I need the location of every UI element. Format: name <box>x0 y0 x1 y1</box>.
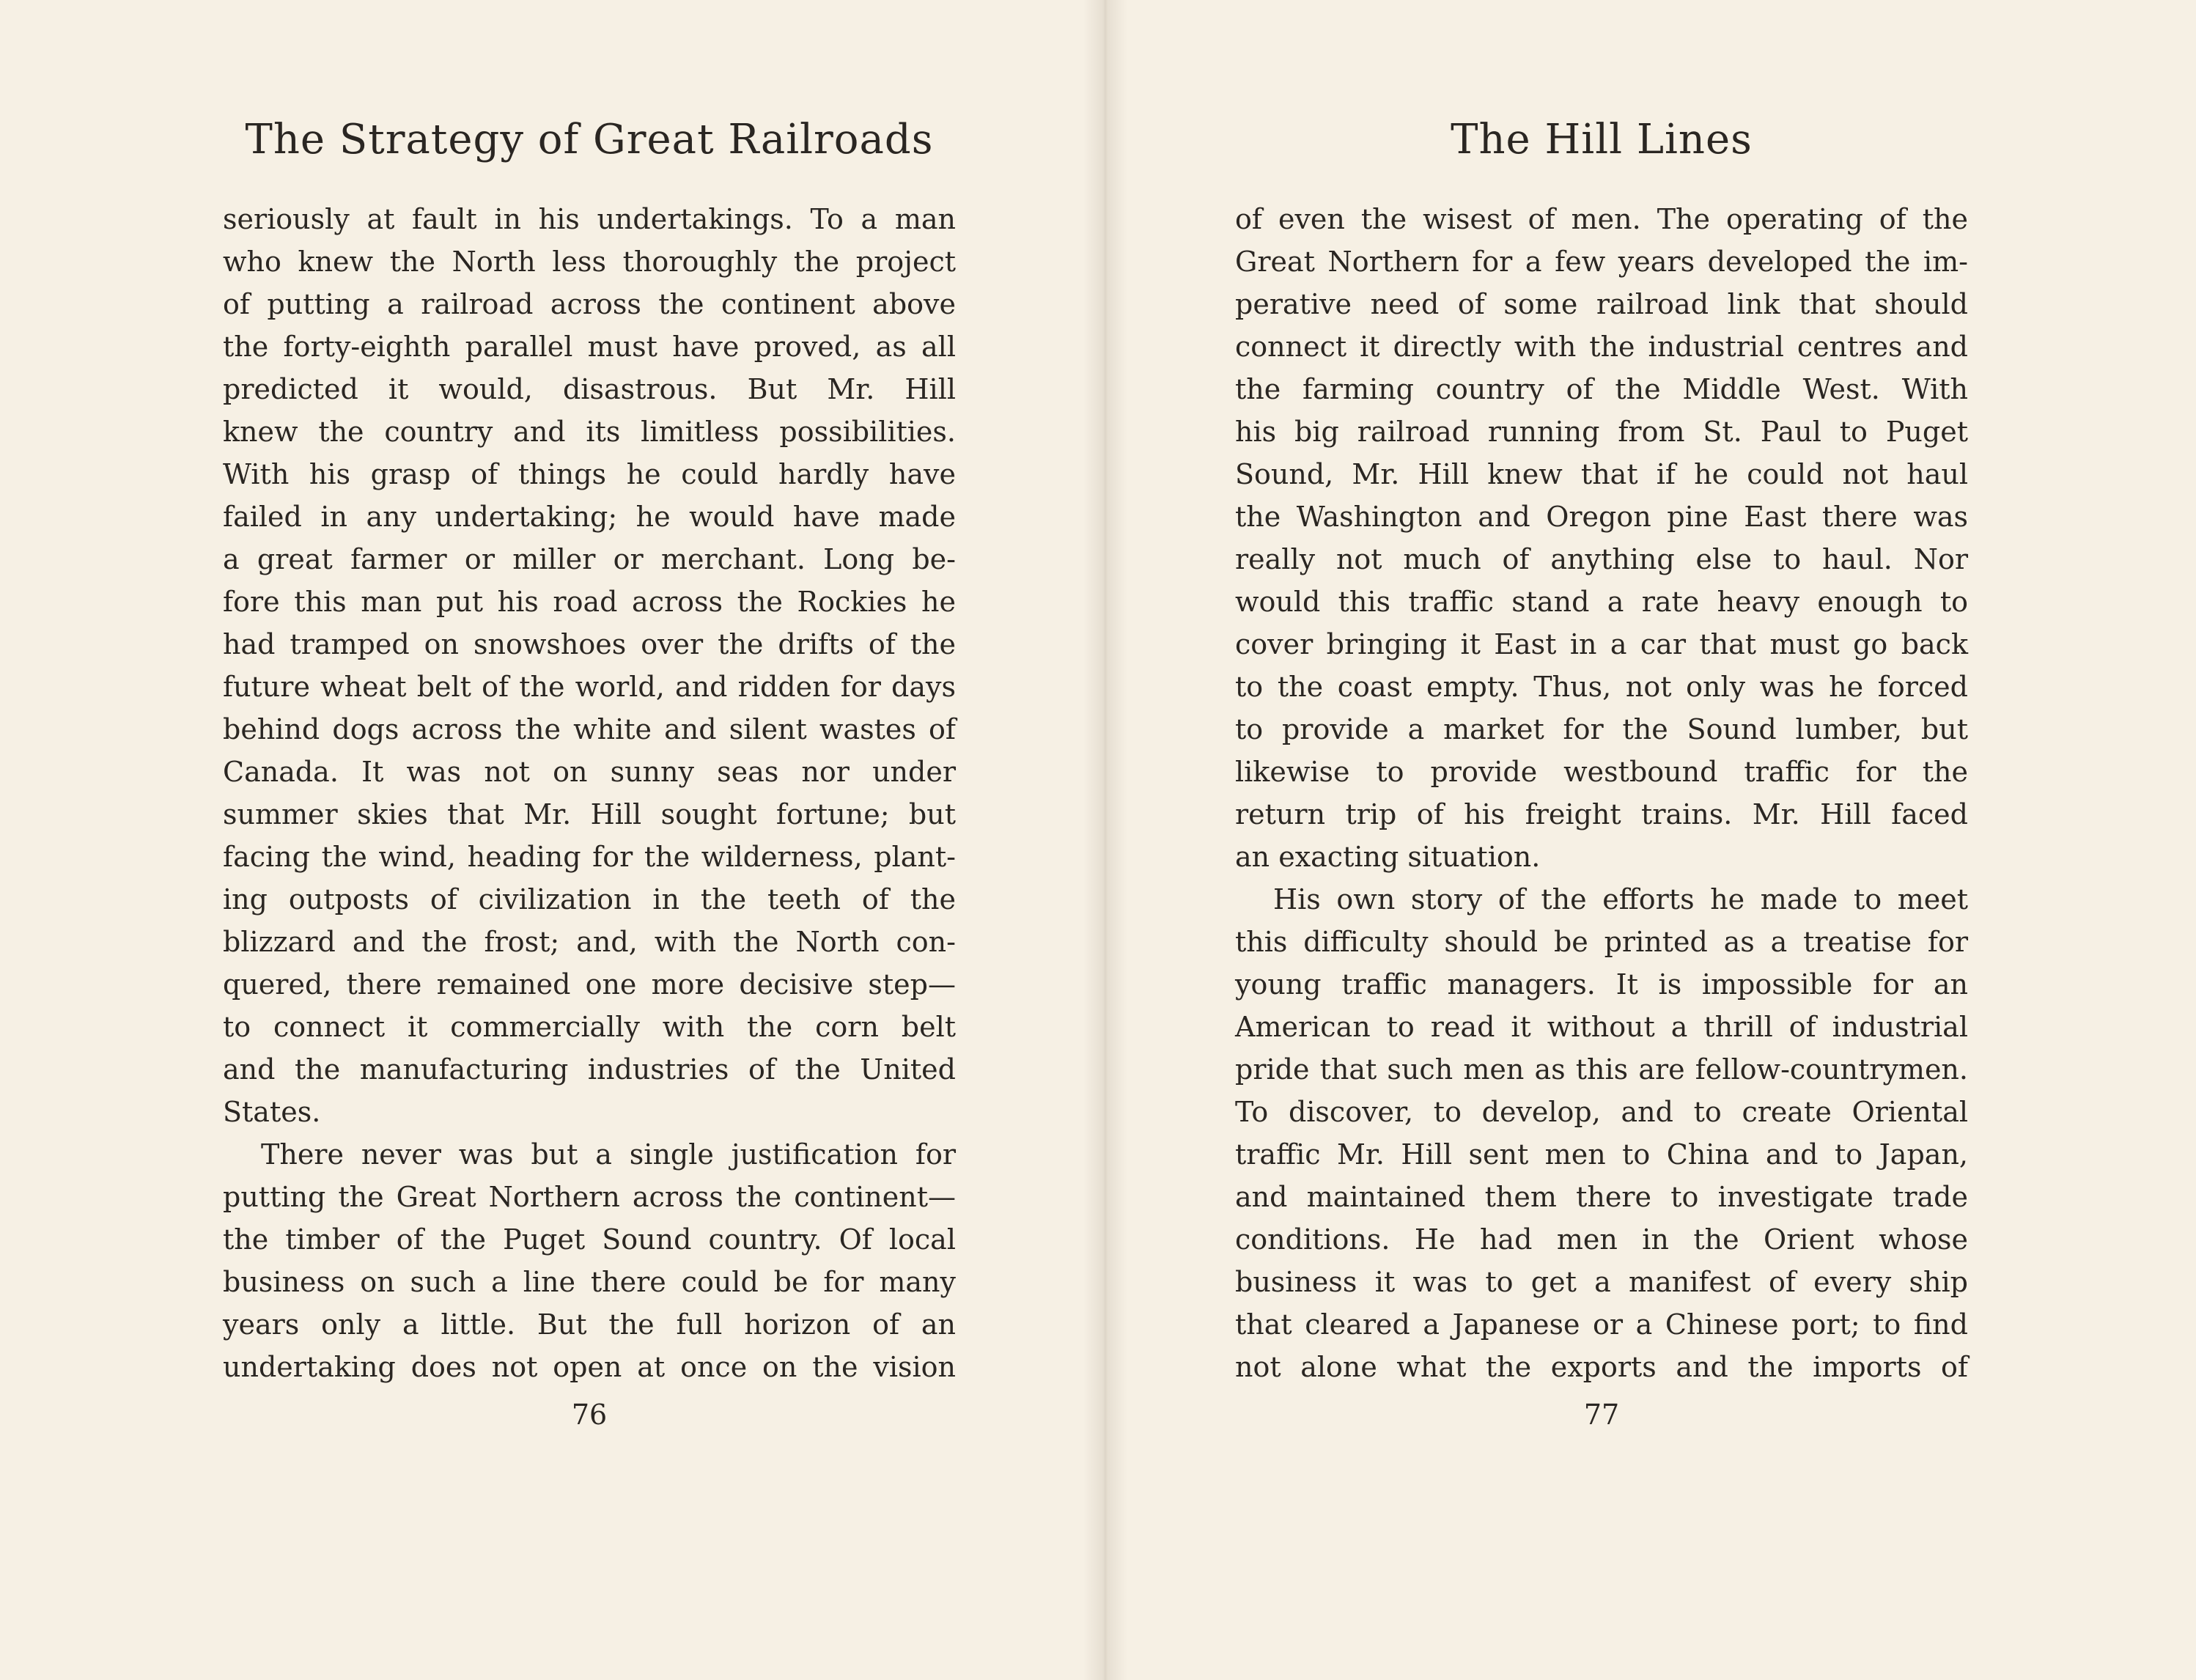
text-line: facing the wind, heading for the wilderness, plant- <box>223 841 956 873</box>
text-line: of putting a railroad across the continent above <box>223 288 956 320</box>
text-line: States. <box>223 1096 321 1128</box>
text-line: of even the wisest of men. The operating of the <box>1235 203 1968 235</box>
text-line: knew the country and its limitless possibilities. <box>223 416 956 448</box>
text-line: fore this man put his road across the Rockies he <box>223 586 956 618</box>
text-line: Canada. It was not on sunny seas nor under <box>223 756 956 788</box>
right-page <box>1235 0 1968 1680</box>
text-line: to connect it commercially with the corn belt <box>223 1011 956 1043</box>
right-page-number: 77 <box>1583 1399 1620 1431</box>
text-line: really not much of anything else to haul. Nor <box>1235 543 1968 575</box>
right-running-head: The Hill Lines <box>1451 116 1753 163</box>
text-line: traffic Mr. Hill sent men to China and to Japan, <box>1235 1138 1968 1171</box>
text-line: future wheat belt of the world, and ridden for days <box>223 671 956 703</box>
text-line: return trip of his freight trains. Mr. Hill faced <box>1235 798 1968 830</box>
text-line: seriously at fault in his undertakings. To a man <box>223 203 956 235</box>
text-line: ing outposts of civilization in the teeth of the <box>223 883 956 915</box>
text-line: and the manufacturing industries of the United <box>223 1053 956 1086</box>
text-line: His own story of the efforts he made to meet <box>1273 883 1968 915</box>
text-line: who knew the North less thoroughly the project <box>223 246 956 278</box>
text-line: There never was but a single justification for <box>261 1138 956 1171</box>
text-line: undertaking does not open at once on the vision <box>223 1351 956 1383</box>
text-line: not alone what the exports and the imports of <box>1235 1351 1968 1383</box>
text-line: With his grasp of things he could hardly have <box>223 458 956 490</box>
text-line: had tramped on snowshoes over the drifts of the <box>223 628 956 660</box>
text-line: American to read it without a thrill of industrial <box>1235 1011 1968 1043</box>
text-line: Great Northern for a few years developed the im- <box>1235 246 1968 278</box>
left-running-head: The Strategy of Great Railroads <box>245 116 934 163</box>
text-line: behind dogs across the white and silent wastes of <box>223 713 956 745</box>
left-page <box>223 0 956 1680</box>
left-page-number: 76 <box>571 1399 608 1431</box>
text-line: the farming country of the Middle West. With <box>1235 373 1968 405</box>
text-line: Sound, Mr. Hill knew that if he could not haul <box>1235 458 1968 490</box>
text-line: connect it directly with the industrial centres and <box>1235 331 1968 363</box>
text-line: cover bringing it East in a car that must go back <box>1235 628 1968 660</box>
text-line: and maintained them there to investigate trade <box>1235 1181 1968 1213</box>
left-page-text <box>223 198 956 1388</box>
text-line: perative need of some railroad link that should <box>1235 288 1968 320</box>
text-line: his big railroad running from St. Paul to Puget <box>1235 416 1968 448</box>
text-line: the Washington and Oregon pine East there was <box>1235 501 1968 533</box>
text-line: quered, there remained one more decisive step— <box>223 968 956 1001</box>
text-line: the forty-eighth parallel must have proved, as all <box>223 331 956 363</box>
text-line: young traffic managers. It is impossible for an <box>1235 968 1968 1001</box>
text-line: failed in any undertaking; he would have made <box>223 501 956 533</box>
text-line: conditions. He had men in the Orient whose <box>1235 1223 1968 1256</box>
text-line: a great farmer or miller or merchant. Long be- <box>223 543 956 575</box>
right-page-text <box>1235 198 1968 1388</box>
book-gutter <box>1083 0 1127 1680</box>
text-line: predicted it would, disastrous. But Mr. Hill <box>223 373 956 405</box>
text-line: business on such a line there could be for many <box>223 1266 956 1298</box>
text-line: To discover, to develop, and to create Oriental <box>1235 1096 1968 1128</box>
text-line: to the coast empty. Thus, not only was he forced <box>1235 671 1968 703</box>
text-line: likewise to provide westbound traffic for the <box>1235 756 1968 788</box>
text-line: this difficulty should be printed as a treatise for <box>1235 926 1968 958</box>
text-line: would this traffic stand a rate heavy enough to <box>1235 586 1968 618</box>
text-line: pride that such men as this are fellow-countrymen. <box>1235 1053 1968 1086</box>
text-line: putting the Great Northern across the continent— <box>223 1181 956 1213</box>
text-line: that cleared a Japanese or a Chinese port; to find <box>1235 1308 1968 1341</box>
text-line: the timber of the Puget Sound country. Of local <box>223 1223 956 1256</box>
text-line: to provide a market for the Sound lumber, but <box>1235 713 1968 745</box>
text-line: years only a little. But the full horizon of an <box>223 1308 956 1341</box>
text-line: blizzard and the frost; and, with the North con- <box>223 926 956 958</box>
text-line: an exacting situation. <box>1235 841 1541 873</box>
text-line: summer skies that Mr. Hill sought fortune; but <box>223 798 956 830</box>
text-line: business it was to get a manifest of every ship <box>1235 1266 1968 1298</box>
